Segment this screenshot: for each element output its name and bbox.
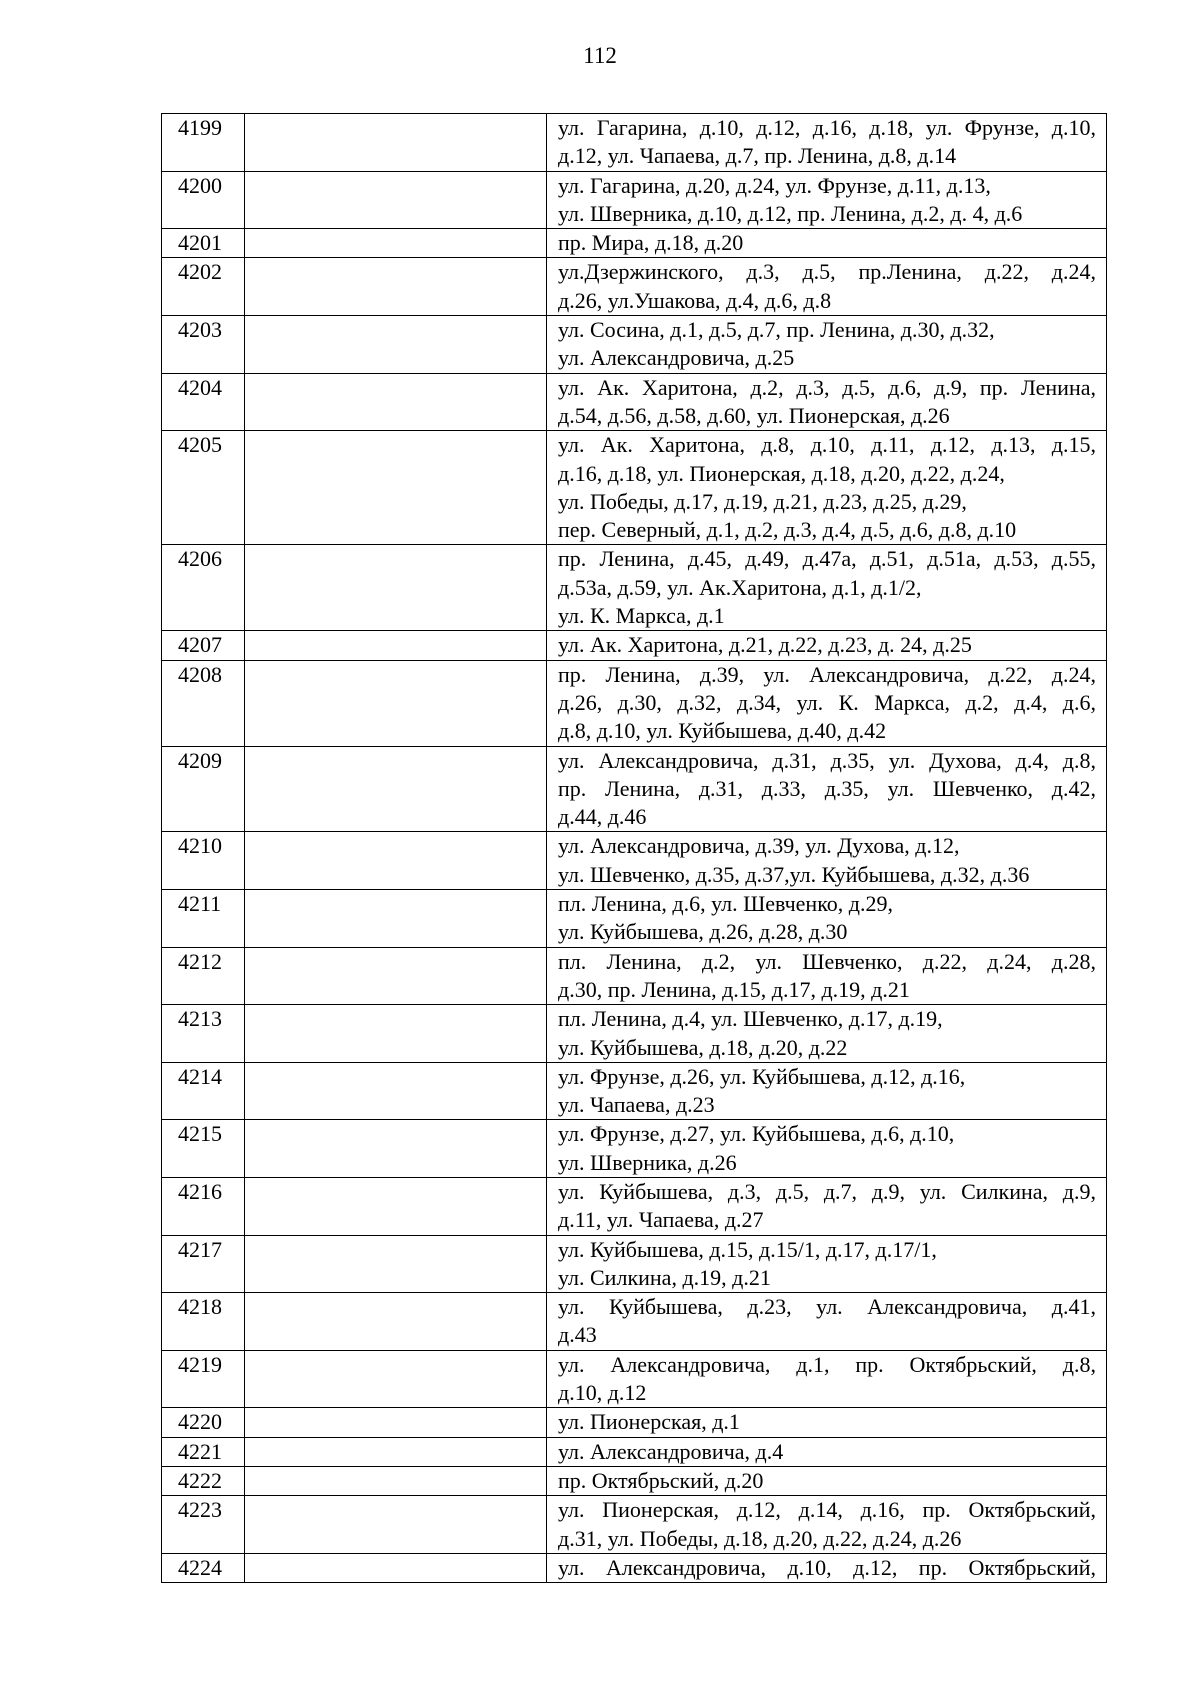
empty-cell [245, 1437, 547, 1466]
table-row [162, 947, 1107, 1005]
precinct-number-cell: 4203 [162, 316, 245, 374]
address-line: д.8, д.10, ул. Куйбышева, д.40, д.42 [558, 718, 887, 744]
address-line: ул. Гагарина, д.10, д.12, д.16, д.18, ул. Фрунзе, д.10, [558, 115, 1096, 140]
precinct-number-cell: 4216 [162, 1177, 245, 1235]
address-cell [547, 229, 1107, 258]
address-line: пл. Ленина, д.6, ул. Шевченко, д.29, [558, 891, 893, 917]
empty-cell [245, 1408, 547, 1437]
address-cell [547, 1553, 1107, 1582]
address-line: ул. К. Маркса, д.1 [558, 603, 725, 629]
table-row [162, 1553, 1107, 1582]
empty-cell [245, 1466, 547, 1495]
address-line: д.54, д.56, д.58, д.60, ул. Пионерская, д.26 [558, 402, 950, 428]
table-row [162, 1293, 1107, 1351]
address-line: ул. Гагарина, д.20, д.24, ул. Фрунзе, д.11, д.13, [558, 172, 991, 198]
address-cell [547, 1496, 1107, 1554]
address-line: ул. Силкина, д.19, д.21 [558, 1264, 771, 1290]
precinct-number-cell: 4201 [162, 229, 245, 258]
address-line: ул. Александровича, д.4 [558, 1438, 784, 1464]
address-line: ул. Куйбышева, д.15, д.15/1, д.17, д.17/1, [558, 1236, 937, 1262]
table-row [162, 171, 1107, 229]
precinct-number-cell: 4220 [162, 1408, 245, 1437]
precinct-number-cell: 4207 [162, 631, 245, 660]
table-row [162, 1350, 1107, 1408]
empty-cell [245, 229, 547, 258]
address-line: ул. Александровича, д.39, ул. Духова, д.12, [558, 833, 960, 859]
address-line: ул. Пионерская, д.12, д.14, д.16, пр. Октябрьский, [558, 1497, 1096, 1523]
address-line: ул. Шверника, д.26 [558, 1149, 737, 1175]
address-line: ул.Дзержинского, д.3, д.5, пр.Ленина, д.22, д.24, [558, 259, 1096, 285]
precinct-number-cell: 4204 [162, 373, 245, 431]
precinct-number-cell: 4217 [162, 1235, 245, 1293]
empty-cell [245, 114, 547, 172]
address-line: ул. Чапаева, д.23 [558, 1092, 715, 1118]
empty-cell [245, 1005, 547, 1063]
address-line: ул. Куйбышева, д.26, д.28, д.30 [558, 919, 848, 945]
address-line: ул. Александровича, д.25 [558, 345, 795, 371]
precinct-number-cell: 4213 [162, 1005, 245, 1063]
address-cell [547, 258, 1107, 316]
address-line: пл. Ленина, д.2, ул. Шевченко, д.22, д.24, д.28, [558, 948, 1096, 974]
address-cell [547, 832, 1107, 890]
address-line: ул. Куйбышева, д.3, д.5, д.7, д.9, ул. Силкина, д.9, [558, 1178, 1096, 1204]
precinct-number-cell: 4221 [162, 1437, 245, 1466]
address-cell [547, 1350, 1107, 1408]
table-row [162, 1408, 1107, 1437]
address-line: ул. Ак. Харитона, д.8, д.10, д.11, д.12, д.13, д.15, [558, 432, 1096, 458]
precinct-number-cell: 4214 [162, 1062, 245, 1120]
table-row [162, 1496, 1107, 1554]
empty-cell [245, 1496, 547, 1554]
precinct-number-cell: 4209 [162, 746, 245, 832]
precinct-number-cell: 4199 [162, 114, 245, 172]
table-row [162, 832, 1107, 890]
empty-cell [245, 1553, 547, 1582]
precinct-number-cell: 4208 [162, 660, 245, 746]
precinct-number-cell: 4202 [162, 258, 245, 316]
precinct-number-cell: 4210 [162, 832, 245, 890]
table-row [162, 1062, 1107, 1120]
address-cell [547, 1177, 1107, 1235]
address-line: пр. Октябрьский, д.20 [558, 1467, 764, 1493]
address-cell [547, 660, 1107, 746]
address-line: ул. Пионерская, д.1 [558, 1409, 740, 1435]
address-cell [547, 890, 1107, 948]
address-line: пр. Ленина, д.39, ул. Александровича, д.22, д.24, [558, 661, 1096, 687]
table-row [162, 1466, 1107, 1495]
address-line: д.12, ул. Чапаева, д.7, пр. Ленина, д.8, д.14 [558, 143, 957, 169]
address-line: пл. Ленина, д.4, ул. Шевченко, д.17, д.19, [558, 1006, 943, 1032]
table-row [162, 431, 1107, 545]
precinct-number-cell: 4223 [162, 1496, 245, 1554]
address-cell [547, 431, 1107, 545]
address-cell [547, 1293, 1107, 1351]
address-cell [547, 1005, 1107, 1063]
table-row [162, 114, 1107, 172]
address-cell [547, 114, 1107, 172]
table-row [162, 1177, 1107, 1235]
address-line: ул. Куйбышева, д.18, д.20, д.22 [558, 1034, 848, 1060]
empty-cell [245, 1350, 547, 1408]
empty-cell [245, 1235, 547, 1293]
address-line: д.44, д.46 [558, 804, 647, 830]
empty-cell [245, 890, 547, 948]
empty-cell [245, 631, 547, 660]
address-cell [547, 947, 1107, 1005]
table-row [162, 890, 1107, 948]
empty-cell [245, 947, 547, 1005]
address-line: д.53а, д.59, ул. Ак.Харитона, д.1, д.1/2, [558, 574, 922, 600]
address-line: пр. Ленина, д.31, д.33, д.35, ул. Шевченко, д.42, [558, 775, 1096, 801]
page-number: 112 [583, 43, 617, 68]
table-row [162, 1437, 1107, 1466]
address-cell [547, 1408, 1107, 1437]
address-line: ул. Фрунзе, д.26, ул. Куйбышева, д.12, д.16, [558, 1063, 966, 1089]
address-line: д.10, д.12 [558, 1380, 647, 1406]
empty-cell [245, 832, 547, 890]
address-line: д.26, д.30, д.32, д.34, ул. К. Маркса, д.2, д.4, д.6, [558, 689, 1096, 715]
address-cell [547, 316, 1107, 374]
address-cell [547, 1466, 1107, 1495]
address-line: ул. Ак. Харитона, д.21, д.22, д.23, д. 24, д.25 [558, 632, 972, 658]
precinct-number-cell: 4200 [162, 171, 245, 229]
table-row [162, 746, 1107, 832]
empty-cell [245, 660, 547, 746]
table-row [162, 258, 1107, 316]
empty-cell [245, 373, 547, 431]
precinct-number-cell: 4222 [162, 1466, 245, 1495]
precinct-number-cell: 4205 [162, 431, 245, 545]
address-line: ул. Александровича, д.1, пр. Октябрьский, д.8, [558, 1351, 1096, 1377]
table-row [162, 1120, 1107, 1178]
empty-cell [245, 1062, 547, 1120]
precinct-number-cell: 4211 [162, 890, 245, 948]
empty-cell [245, 1293, 547, 1351]
address-line: ул. Куйбышева, д.23, ул. Александровича, д.41, [558, 1294, 1096, 1320]
address-line: д.30, пр. Ленина, д.15, д.17, д.19, д.21 [558, 976, 910, 1002]
address-line: д.26, ул.Ушакова, д.4, д.6, д.8 [558, 287, 832, 313]
address-line: д.31, ул. Победы, д.18, д.20, д.22, д.24, д.26 [558, 1525, 962, 1551]
empty-cell [245, 1177, 547, 1235]
address-line: ул. Победы, д.17, д.19, д.21, д.23, д.25, д.29, [558, 488, 967, 514]
table-row [162, 316, 1107, 374]
address-table-body [162, 114, 1107, 1583]
address-line: ул. Фрунзе, д.27, ул. Куйбышева, д.6, д.10, [558, 1121, 955, 1147]
address-cell [547, 545, 1107, 631]
empty-cell [245, 545, 547, 631]
table-row [162, 229, 1107, 258]
address-line: ул. Ак. Харитона, д.2, д.3, д.5, д.6, д.9, пр. Ленина, [558, 374, 1096, 400]
address-cell [547, 746, 1107, 832]
table-row [162, 545, 1107, 631]
address-cell [547, 373, 1107, 431]
address-line: д.11, ул. Чапаева, д.27 [558, 1207, 764, 1233]
address-line: д.43 [558, 1322, 597, 1348]
address-cell [547, 1437, 1107, 1466]
empty-cell [245, 1120, 547, 1178]
table-row [162, 1235, 1107, 1293]
address-cell [547, 171, 1107, 229]
empty-cell [245, 431, 547, 545]
address-line: д.16, д.18, ул. Пионерская, д.18, д.20, д.22, д.24, [558, 460, 1005, 486]
precinct-number-cell: 4218 [162, 1293, 245, 1351]
table-row [162, 373, 1107, 431]
address-cell [547, 631, 1107, 660]
precinct-number-cell: 4224 [162, 1553, 245, 1582]
address-line: пр. Мира, д.18, д.20 [558, 230, 744, 256]
empty-cell [245, 258, 547, 316]
address-line: ул. Александровича, д.10, д.12, пр. Октябрьский, [558, 1554, 1096, 1580]
address-cell [547, 1062, 1107, 1120]
precinct-number-cell: 4212 [162, 947, 245, 1005]
table-row [162, 660, 1107, 746]
precinct-number-cell: 4206 [162, 545, 245, 631]
address-line: ул. Шверника, д.10, д.12, пр. Ленина, д.2, д. 4, д.6 [558, 200, 1023, 226]
empty-cell [245, 171, 547, 229]
table-row [162, 1005, 1107, 1063]
empty-cell [245, 316, 547, 374]
address-cell [547, 1120, 1107, 1178]
address-line: ул. Александровича, д.31, д.35, ул. Духова, д.4, д.8, [558, 747, 1096, 773]
address-line: пер. Северный, д.1, д.2, д.3, д.4, д.5, д.6, д.8, д.10 [558, 517, 1017, 543]
precinct-number-cell: 4215 [162, 1120, 245, 1178]
table-row [162, 631, 1107, 660]
address-table [161, 113, 1107, 1583]
address-cell [547, 1235, 1107, 1293]
address-line: ул. Шевченко, д.35, д.37,ул. Куйбышева, д.32, д.36 [558, 861, 1030, 887]
address-line: пр. Ленина, д.45, д.49, д.47а, д.51, д.51а, д.53, д.55, [558, 546, 1096, 572]
empty-cell [245, 746, 547, 832]
precinct-number-cell: 4219 [162, 1350, 245, 1408]
address-line: ул. Сосина, д.1, д.5, д.7, пр. Ленина, д.30, д.32, [558, 317, 995, 343]
